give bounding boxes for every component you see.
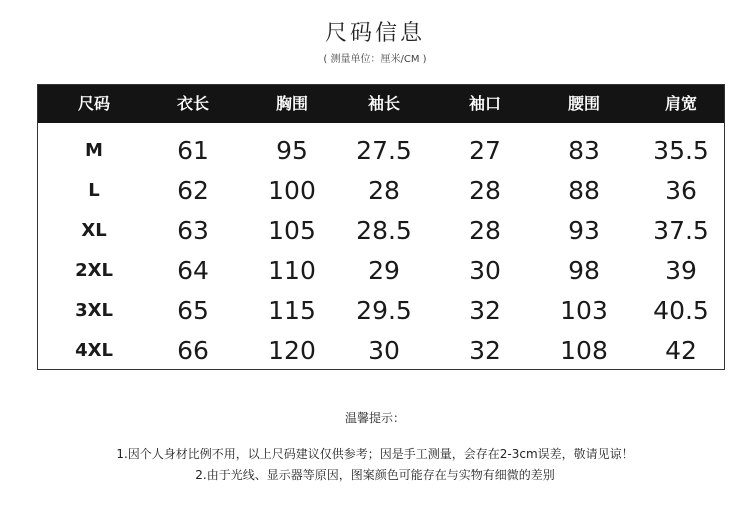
table-cell: 63 [177,216,209,245]
header-cell-cuff: 袖口 [468,94,502,113]
table-cell: 32 [469,296,501,325]
table-cell: 27 [469,136,501,165]
size-cell: L [88,180,100,201]
table-row [38,291,724,331]
table-cell: 32 [469,336,501,365]
table-cell: 65 [177,296,209,325]
table-cell: 108 [560,336,608,365]
table-row [38,171,724,211]
table-cell: 61 [177,136,209,165]
tip-note-2: 2.由于光线、显示器等原因，图案颜色可能存在与实物有细微的差别 [195,468,555,482]
size-cell: 2XL [75,260,113,281]
table-cell: 100 [268,176,316,205]
table-cell: 28.5 [356,216,412,245]
tips-title: 温馨提示： [344,411,405,425]
size-cell: 4XL [75,340,113,361]
table-cell: 64 [177,256,209,285]
unit-subtitle: ( 测量单位：厘米/CM ) [323,54,427,65]
table-cell: 28 [368,176,400,205]
table-cell: 35.5 [653,136,709,165]
table-cell: 66 [177,336,209,365]
table-cell: 105 [268,216,316,245]
header-cell-size: 尺码 [77,94,111,113]
table-cell: 98 [568,256,600,285]
header-cell-waist: 腰围 [567,94,601,113]
tip-note-1: 1.因个人身材比例不用，以上尺码建议仅供参考；因是手工测量，会存在2-3cm误差，敬请见谅！ [116,447,634,461]
size-cell: XL [81,220,107,241]
table-cell: 83 [568,136,600,165]
table-cell: 27.5 [356,136,412,165]
table-cell: 37.5 [653,216,709,245]
table-cell: 29.5 [356,296,412,325]
table-cell: 62 [177,176,209,205]
table-cell: 28 [469,216,501,245]
table-cell: 120 [268,336,316,365]
header-cell-chest: 胸围 [275,94,309,113]
size-table [37,84,725,370]
table-cell: 103 [560,296,608,325]
table-cell: 93 [568,216,600,245]
table-row [38,211,724,251]
table-row [38,131,724,171]
table-cell: 30 [469,256,501,285]
table-cell: 88 [568,176,600,205]
table-cell: 42 [665,336,697,365]
page-title: 尺码信息 [324,21,425,46]
table-cell: 110 [268,256,316,285]
table-header-row [38,85,724,123]
table-cell: 115 [268,296,316,325]
table-cell: 29 [368,256,400,285]
table-cell: 39 [665,256,697,285]
table-cell: 30 [368,336,400,365]
table-cell: 28 [469,176,501,205]
header-cell-sleeve-length: 袖长 [367,94,401,113]
table-cell: 36 [665,176,697,205]
table-cell: 95 [276,136,308,165]
table-row [38,251,724,291]
table-cell: 40.5 [653,296,709,325]
size-cell: M [85,140,103,161]
header-cell-shoulder: 肩宽 [664,94,698,113]
header-cell-length: 衣长 [176,94,210,113]
table-row [38,331,724,371]
size-cell: 3XL [75,300,113,321]
